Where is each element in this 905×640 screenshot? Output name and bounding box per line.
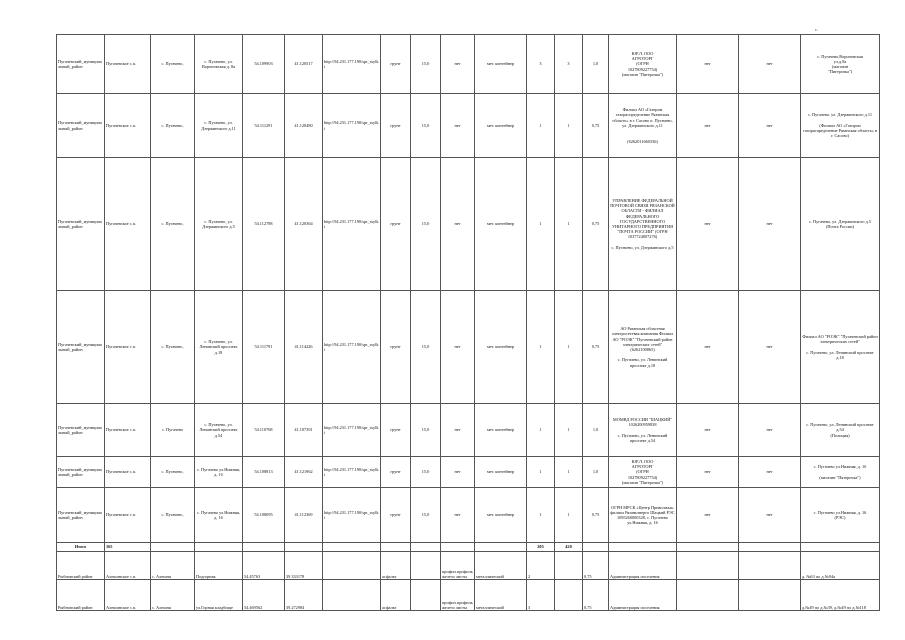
- locality-cell: с. Пугачево,: [151, 488, 195, 543]
- total-cell: [609, 543, 677, 552]
- container-count-cell: 1: [527, 158, 555, 291]
- district-row-cell: [555, 552, 583, 580]
- address-cell: с. Пугачево, ул. Ленинский проспект д.18: [195, 291, 243, 404]
- district-row-cell: 54.45763: [243, 552, 285, 580]
- container-count2-cell: 3: [555, 35, 583, 94]
- area-cell: 15,0: [411, 457, 441, 488]
- owner-cell: ОГРН МРСК «Центр Приволжья» филиал Рязаньэнерго Шацкий РЭС 1095260000328, с. Пугачево ул.Нижняя, д. 16: [609, 488, 677, 543]
- surface-cell: грунт: [381, 488, 411, 543]
- total-cell: [801, 543, 880, 552]
- total-cell: [285, 543, 323, 552]
- container-count2-cell: 1: [555, 158, 583, 291]
- fence-cell: нет: [441, 488, 475, 543]
- latitude-cell: 54.112788: [243, 158, 285, 291]
- settlement-cell: Пугачевское с.п.: [105, 457, 151, 488]
- settlement-cell: Пугачевское с.п.: [105, 488, 151, 543]
- fence-cell: нет: [441, 94, 475, 158]
- surface-cell: грунт: [381, 404, 411, 457]
- volume-cell: 0,75: [583, 291, 609, 404]
- owner-cell: АО Рязанская областная электросетевая компания Филиал АО "РОЭК" "Пугачевский район электрических сетей" (6262100865) с. Пугачево, ул. Ленинский проспект д.18: [609, 291, 677, 404]
- owner-cell: Филиал АО «Газпром газораспределение Рязанская область» в г. Сасово п. Пугачево, ул. Дзержинского д.11 (6262011660336): [609, 94, 677, 158]
- container-type-cell: мет. контейнер: [475, 158, 527, 291]
- container-type-cell: мет. контейнер: [475, 35, 527, 94]
- total-cell: [411, 543, 441, 552]
- district-row-cell: профил.профиль железо листы: [441, 580, 475, 611]
- district-cell: Пугачевский_муниципальный_район: [57, 35, 105, 94]
- flag1-cell: нет: [677, 404, 739, 457]
- district-row-cell: металлический: [475, 552, 527, 580]
- source-cell: с. Пугачево, ул. Дзержинского д.11 (Филиал АО «Газпром газораспределение Рязанская область» в г. Сасово): [801, 94, 880, 158]
- locality-cell: с. Пугачево,: [151, 457, 195, 488]
- container-count-cell: 1: [527, 404, 555, 457]
- link-cell: http://94.231.177.190/spr_ssylki: [323, 457, 381, 488]
- volume-cell: 1,0: [583, 404, 609, 457]
- district-row-cell: 2: [527, 552, 555, 580]
- district-cell: Пугачевский_муниципальный_район: [57, 488, 105, 543]
- district-cell: Пугачевский_муниципальный_район: [57, 404, 105, 457]
- total-sum2: 420: [555, 543, 583, 552]
- district-row-cell: 0,75: [583, 552, 609, 580]
- district-row-cell: д. №63 по д.№94а: [801, 552, 880, 580]
- container-type-cell: мет. контейнер: [475, 488, 527, 543]
- fence-cell: нет: [441, 404, 475, 457]
- address-cell: с. Пугачево, ул. Ленинский проспект д.54: [195, 404, 243, 457]
- district-row-cell: [739, 552, 801, 580]
- container-count-cell: 1: [527, 488, 555, 543]
- surface-cell: грунт: [381, 35, 411, 94]
- district-row-cell: [411, 580, 441, 611]
- district-row-cell: Алешинское с.п.: [105, 580, 151, 611]
- source-cell: с. Пугачево ул.Нижняя, д. 16 (РЭС): [801, 488, 880, 543]
- table-row: [57, 291, 880, 404]
- locality-cell: с. Пугачево,: [151, 158, 195, 291]
- area-cell: 15,0: [411, 35, 441, 94]
- district-row-cell: ул.Горная кладбище: [195, 580, 243, 611]
- container-count2-cell: 1: [555, 457, 583, 488]
- fence-cell: нет: [441, 291, 475, 404]
- area-cell: 15,0: [411, 488, 441, 543]
- longitude-cell: 41.112369: [285, 488, 323, 543]
- settlement-cell: Пугачевское с.п.: [105, 158, 151, 291]
- table-row: [57, 404, 880, 457]
- link-cell: http://94.231.177.190/spr_ssylki: [323, 158, 381, 291]
- district-row-cell: Администрация поселения: [609, 552, 677, 580]
- container-count-cell: 1: [527, 457, 555, 488]
- settlement-cell: Пугачевское с.п.: [105, 35, 151, 94]
- settlement-cell: Пугачевское с.п.: [105, 404, 151, 457]
- container-type-cell: мет. контейнер: [475, 404, 527, 457]
- address-cell: с. Пугачево ул.Нижняя, д. 1б: [195, 457, 243, 488]
- district-row-cell: 39.333178: [285, 552, 323, 580]
- total-cell: [151, 543, 195, 552]
- source-cell: с. Пугачево, ул. Ленинский проспект д.54 (Полиция): [801, 404, 880, 457]
- top-fragment: с.: [815, 27, 818, 32]
- fence-cell: нет: [441, 158, 475, 291]
- surface-cell: грунт: [381, 94, 411, 158]
- longitude-cell: 41.121962: [285, 457, 323, 488]
- district-cell: Пугачевский_муниципальный_район: [57, 158, 105, 291]
- table-row: [57, 488, 880, 543]
- longitude-cell: 41.107391: [285, 404, 323, 457]
- container-count2-cell: 1: [555, 291, 583, 404]
- district-cell: Пугачевский_муниципальный_район: [57, 291, 105, 404]
- flag1-cell: нет: [677, 291, 739, 404]
- district-cell: Пугачевский_муниципальный_район: [57, 457, 105, 488]
- link-cell: http://94.231.177.190/spr_ssylki: [323, 94, 381, 158]
- district-row-cell: Подгорная: [195, 552, 243, 580]
- total-cell: [441, 543, 475, 552]
- district-row-cell: Рыбновский район: [57, 552, 105, 580]
- settlement-cell: Пугачевское с.п.: [105, 291, 151, 404]
- district-row-cell: [555, 580, 583, 611]
- district-row-cell: металлический: [475, 580, 527, 611]
- table-row: [57, 457, 880, 488]
- owner-cell: ЮР.Л. ООО АГРОТОРГ (ОГРН 1027809227754) (магазин "Пятерочка"): [609, 457, 677, 488]
- total-count: 165: [105, 543, 151, 552]
- area-cell: 15,0: [411, 291, 441, 404]
- owner-cell: ЮР.Л. ООО АГРОТОРГ (ОГРН 1027809227754) (магазин "Пятерочка"): [609, 35, 677, 94]
- registry-table: [56, 34, 880, 611]
- volume-cell: 1,0: [583, 35, 609, 94]
- total-cell: [323, 543, 381, 552]
- flag1-cell: нет: [677, 158, 739, 291]
- flag2-cell: нет: [739, 457, 801, 488]
- district-row-cell: д.№49 по д.№39, д.№49 по д.№118: [801, 580, 880, 611]
- total-row: [57, 543, 880, 552]
- source-cell: Филиал АО "РОЭК" "Пугачевский район электрических сетей" с. Пугачево, ул. Ленинский проспект д.18: [801, 291, 880, 404]
- address-cell: с. Пугачево, ул. Дзержинского д.5: [195, 158, 243, 291]
- table-row: [57, 552, 880, 580]
- container-count2-cell: 1: [555, 94, 583, 158]
- total-cell: [677, 543, 739, 552]
- source-cell: с. Пугачево ул.Нижняя, д. 1б (магазин "Пятерочка"): [801, 457, 880, 488]
- link-cell: http://94.231.177.190/spr_ssylki: [323, 404, 381, 457]
- total-cell: [583, 543, 609, 552]
- total-cell: [475, 543, 527, 552]
- latitude-cell: 54.110768: [243, 404, 285, 457]
- address-cell: с. Пугачево, ул. Вороновская д. 8а: [195, 35, 243, 94]
- flag2-cell: нет: [739, 404, 801, 457]
- area-cell: 15,0: [411, 158, 441, 291]
- locality-cell: с. Пугачево,: [151, 94, 195, 158]
- district-row-cell: 39.272984: [285, 580, 323, 611]
- district-row-cell: 54.469562: [243, 580, 285, 611]
- latitude-cell: 54.111291: [243, 94, 285, 158]
- longitude-cell: 41.114226: [285, 291, 323, 404]
- locality-cell: с. Пугачево,: [151, 35, 195, 94]
- container-count-cell: 3: [527, 35, 555, 94]
- address-cell: с. Пугачево, ул. Дзержинского д.11: [195, 94, 243, 158]
- owner-cell: МОМВД РОССИИ "ШАЦКИЙ" 1026200959838 с. Пугачево, ул. Ленинский проспект д.54: [609, 404, 677, 457]
- address-cell: с. Пугачево ул.Нижняя, д. 16: [195, 488, 243, 543]
- district-row-cell: профил.профиль железо листы: [441, 552, 475, 580]
- latitude-cell: 54.108095: [243, 488, 285, 543]
- district-row-cell: асфальт: [381, 552, 411, 580]
- district-row-cell: с. Алешня: [151, 580, 195, 611]
- total-sum1: 205: [527, 543, 555, 552]
- table-row: [57, 94, 880, 158]
- area-cell: 15,0: [411, 94, 441, 158]
- total-cell: [195, 543, 243, 552]
- latitude-cell: 54.109903: [243, 35, 285, 94]
- district-row-cell: [677, 552, 739, 580]
- district-row-cell: [739, 580, 801, 611]
- container-count2-cell: 1: [555, 488, 583, 543]
- district-row-cell: с. Алешня: [151, 552, 195, 580]
- surface-cell: грунт: [381, 158, 411, 291]
- area-cell: 15,0: [411, 404, 441, 457]
- flag1-cell: нет: [677, 94, 739, 158]
- district-row-cell: 3: [527, 580, 555, 611]
- link-cell: http://94.231.177.190/spr_ssylki: [323, 291, 381, 404]
- settlement-cell: Пугачевское с.п.: [105, 94, 151, 158]
- locality-cell: с. Пугачево,: [151, 291, 195, 404]
- district-row-cell: Рыбновский район: [57, 580, 105, 611]
- district-row-cell: Администрация поселения: [609, 580, 677, 611]
- district-row-cell: [677, 580, 739, 611]
- district-row-cell: [323, 580, 381, 611]
- volume-cell: 1,0: [583, 457, 609, 488]
- link-cell: http://94.231.177.190/spr_ssylki: [323, 488, 381, 543]
- latitude-cell: 54.108813: [243, 457, 285, 488]
- total-label: Итого: [57, 543, 105, 552]
- container-count-cell: 1: [527, 291, 555, 404]
- district-row-cell: [323, 552, 381, 580]
- locality-cell: с. Пугачево: [151, 404, 195, 457]
- container-type-cell: мет. контейнер: [475, 457, 527, 488]
- flag1-cell: нет: [677, 457, 739, 488]
- link-cell: http://94.231.177.190/spr_ssylki: [323, 35, 381, 94]
- flag1-cell: нет: [677, 35, 739, 94]
- total-cell: [381, 543, 411, 552]
- latitude-cell: 54.111791: [243, 291, 285, 404]
- volume-cell: 0,75: [583, 94, 609, 158]
- volume-cell: 0,75: [583, 488, 609, 543]
- source-cell: с. Пугачево, ул. Дзержинского д.5 (Почта России): [801, 158, 880, 291]
- district-row-cell: 0,75: [583, 580, 609, 611]
- flag2-cell: нет: [739, 158, 801, 291]
- district-row-cell: [411, 552, 441, 580]
- district-cell: Пугачевский_муниципальный_район: [57, 94, 105, 158]
- surface-cell: грунт: [381, 291, 411, 404]
- source-cell: с. Пугачево,Вороновская ул.д.8а (магазин "Пятерочка"): [801, 35, 880, 94]
- flag2-cell: нет: [739, 94, 801, 158]
- flag2-cell: нет: [739, 488, 801, 543]
- flag2-cell: нет: [739, 291, 801, 404]
- flag2-cell: нет: [739, 35, 801, 94]
- longitude-cell: 41.120480: [285, 94, 323, 158]
- longitude-cell: 41.120364: [285, 158, 323, 291]
- total-cell: [739, 543, 801, 552]
- table-row: [57, 580, 880, 611]
- table-row: [57, 158, 880, 291]
- container-count2-cell: 1: [555, 404, 583, 457]
- fence-cell: нет: [441, 457, 475, 488]
- fence-cell: нет: [441, 35, 475, 94]
- volume-cell: 0,75: [583, 158, 609, 291]
- flag1-cell: нет: [677, 488, 739, 543]
- container-type-cell: мет. контейнер: [475, 291, 527, 404]
- container-count-cell: 1: [527, 94, 555, 158]
- district-row-cell: Алешинское с.п.: [105, 552, 151, 580]
- surface-cell: грунт: [381, 457, 411, 488]
- container-type-cell: мет. контейнер: [475, 94, 527, 158]
- total-cell: [243, 543, 285, 552]
- longitude-cell: 41.120517: [285, 35, 323, 94]
- owner-cell: УПРАВЛЕНИЕ ФЕДЕРАЛЬНОЙ ПОЧТОВОЙ СВЯЗИ РЯЗАНСКОЙ ОБЛАСТИ - ФИЛИАЛ ФЕДЕРАЛЬНОГО ГОСУДАРСТВЕННОГО УНИТАРНОГО ПРЕДПРИЯТИЯ "ПОЧТА РОССИИ" (ОГРН 1037724007276) с. Пугачево, ул. Дзержинского д.5: [609, 158, 677, 291]
- district-row-cell: асфальт: [381, 580, 411, 611]
- table-row: [57, 35, 880, 94]
